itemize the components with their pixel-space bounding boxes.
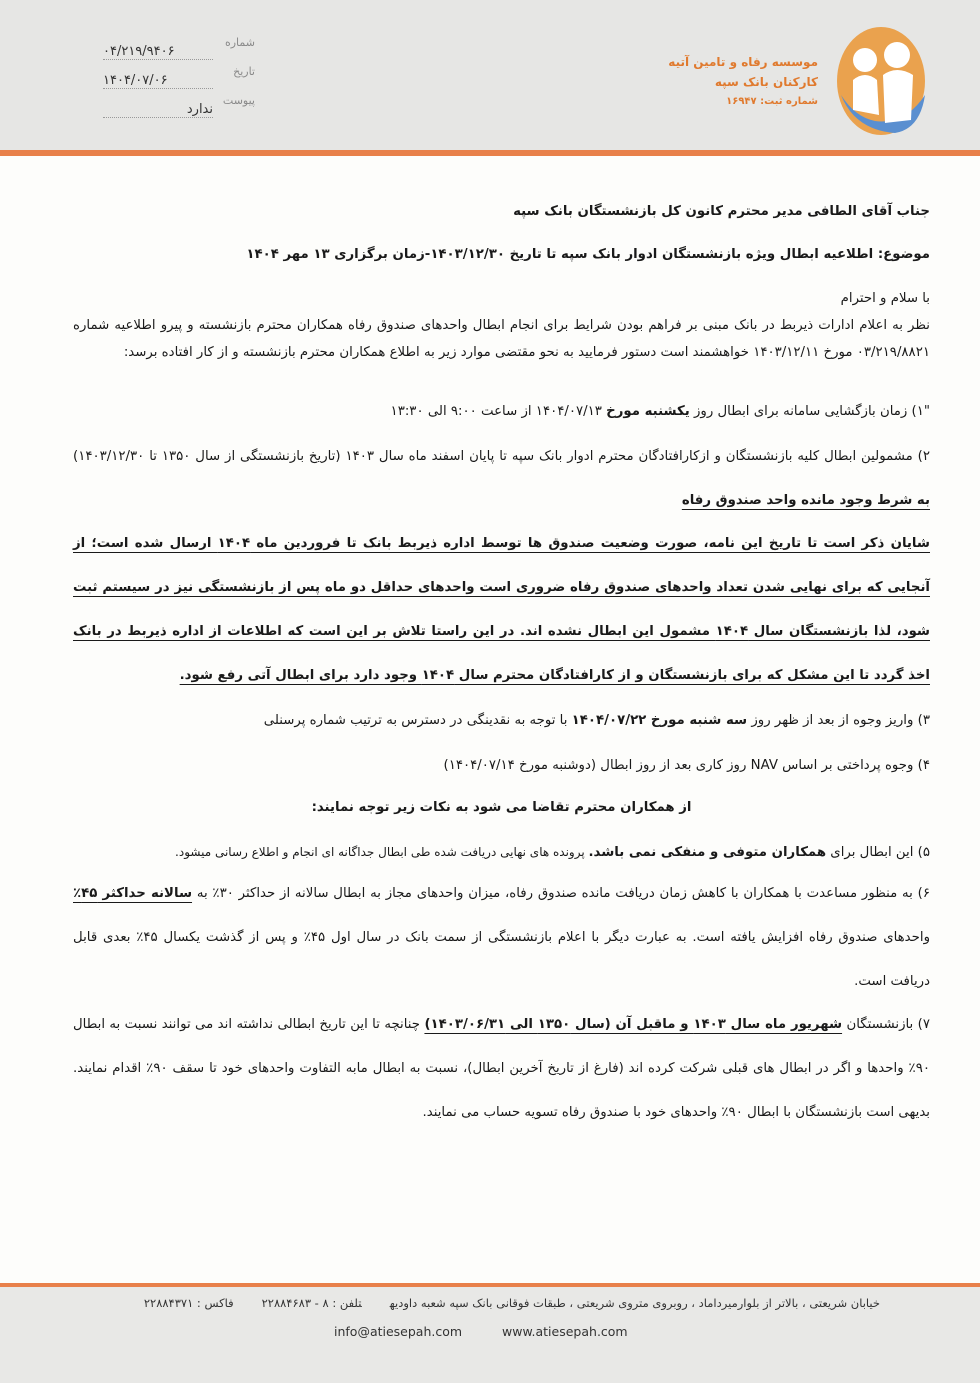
item-emphasis: یکشنبه مورخ bbox=[606, 404, 690, 419]
notice-heading: از همکاران محترم تقاضا می شود به نکات زیر توجه نمایند: bbox=[311, 800, 692, 815]
item-6 bbox=[73, 872, 930, 1004]
item-text: ۶) به منظور مساعدت با همکاران با کاهش زمان دریافت مانده صندوق رفاه، میزان واحدهای مجاز به ابطال سالانه از حداکثر ۳۰٪ به bbox=[192, 886, 930, 901]
note-paragraph: شایان ذکر است تا تاریخ این نامه، صورت وضعیت صندوق ها توسط اداره ذیربط بانک تا فروردین ماه ۱۴۰۴ ارسال شده است؛ از آنجایی که برای نهایی شدن تعداد واحدهای صندوق رفاه ضروری است واحدهای حداقل دو ماه پس از بازنشستگی نیز در سیستم ثبت شود، لذا بازنشستگان سال ۱۴۰۴ مشمول این ابطال نشده اند. در این راستا تلاش بر این است که اطلاعات از اداره ذیربط در بانک اخذ گردد تا این مشکل که برای بازنشستگان و از کارافتادگان محترم سال ۱۴۰۴ وجود دارد برای ابطال آتی رفع شود. bbox=[73, 536, 930, 683]
item-emphasis: سه شنبه مورخ ۱۴۰۴/۰۷/۲۲ bbox=[571, 713, 748, 728]
footer-email[interactable]: info@atiesepah.com bbox=[334, 1324, 463, 1339]
organization-name bbox=[668, 52, 818, 112]
date-label: تاریخ bbox=[233, 65, 255, 78]
number-label: شماره bbox=[224, 36, 255, 49]
greeting: با سلام و احترام bbox=[840, 291, 930, 306]
item-emphasis: به شرط وجود مانده واحد صندوق رفاه bbox=[681, 493, 930, 508]
item-3 bbox=[73, 707, 930, 734]
item-text: واحدهای صندوق رفاه افزایش یافته است. به عبارت دیگر با اعلام بازنشستگی از سمت بانک در سال اول ۴۵٪ و پس از گذشت یکسال ۴۵٪ بعدی قابل دریافت است. bbox=[73, 930, 930, 989]
item-emphasis: شهریور ماه سال ۱۴۰۳ و ماقبل آن (سال ۱۳۵۰ الی ۱۴۰۳/۰۶/۳۱) bbox=[424, 1017, 843, 1032]
intro-paragraph: نظر به اعلام ادارات ذیربط در بانک مبنی بر فراهم بودن شرایط برای انجام ابطال واحدهای صندوق رفاه همکاران محترم بازنشسته و پیرو اطلاعیه شماره ۰۳/۲۱۹/۸۸۲۱ مورخ ۱۴۰۳/۱۲/۱۱ خواهشمند است دستور فرمایید به نحو مقتضی موارد زیر به اطلاع همکاران محترم بازنشسته و از کار افتاده برسد: bbox=[73, 318, 930, 360]
item-text: ۵) این ابطال برای bbox=[826, 845, 930, 860]
addressee: جناب آقای الطافی مدیر محترم کانون کل بازنشستگان بانک سپه bbox=[513, 204, 930, 219]
header-divider bbox=[0, 150, 980, 156]
letter-number: ۰۴/۲۱۹/۹۴۰۶ bbox=[103, 44, 213, 60]
subject: موضوع: اطلاعیه ابطال ویژه بازنشستگان ادوار بانک سپه تا تاریخ ۱۴۰۳/۱۲/۳۰-زمان برگزاری ۱۳ مهر ۱۴۰۴ bbox=[246, 247, 930, 262]
org-registration: شماره ثبت: ۱۶۹۴۷ bbox=[726, 96, 818, 107]
item-text: ۷) بازنشستگان bbox=[842, 1017, 930, 1032]
organization-logo-icon bbox=[835, 25, 927, 137]
item-text: ۳) واریز وجوه از بعد از ظهر روز bbox=[747, 713, 930, 728]
attachment-value: ندارد bbox=[103, 102, 213, 118]
item-text: با توجه به نقدینگی در دسترس به ترتیب شماره پرسنلی bbox=[263, 713, 572, 728]
letter-meta bbox=[95, 36, 255, 123]
letter-date: ۱۴۰۴/۰۷/۰۶ bbox=[103, 73, 213, 89]
item-emphasis: همکاران متوفی و منفکی نمی باشد. bbox=[588, 845, 827, 860]
org-name-line2: کارکنان بانک سپه bbox=[714, 75, 818, 89]
item-1 bbox=[73, 398, 930, 425]
item-emphasis: سالانه حداکثر ۴۵٪ bbox=[73, 886, 193, 901]
item-text: چنانچه تا این تاریخ ابطالی نداشته اند می توانند نسبت به ابطال ۹۰٪ واحدها و اگر در ابطال های قبلی شرکت کرده اند (فارغ از تاریخ آخرین ابطال)، نسبت به ابطال مابه التفاوت واحدهای خود تا سقف ۹۰٪ اقدام نمایند. بدیهی است بازنشستگان با ابطال ۹۰٪ واحدهای خود با صندوق رفاه تسویه حساب می نمایند. bbox=[73, 1017, 930, 1120]
footer-website[interactable]: www.atiesepah.com bbox=[502, 1324, 628, 1339]
item-2 bbox=[73, 435, 930, 523]
item-4: ۴) وجوه پرداختی بر اساس NAV روز کاری بعد از روز ابطال (دوشنبه مورخ ۱۴۰۴/۰۷/۱۴) bbox=[443, 758, 930, 773]
item-text: ۱۴۰۴/۰۷/۱۳ از ساعت ۹:۰۰ الی ۱۳:۳۰ bbox=[390, 404, 607, 419]
item-text: پرونده های نهایی دریافت شده طی ابطال جداگانه ای انجام و اطلاع رسانی میشود. bbox=[175, 845, 589, 859]
item-text: "۱) زمان بازگشایی سامانه برای ابطال روز bbox=[689, 404, 930, 419]
footer-phone: تلفن : ۸ - ۲۲۸۸۴۶۸۳ bbox=[261, 1296, 362, 1310]
item-5 bbox=[73, 839, 930, 866]
attachment-label: پیوست bbox=[222, 94, 255, 107]
org-name-line1: موسسه رفاه و تامین آتیه bbox=[668, 55, 818, 69]
item-7 bbox=[73, 1003, 930, 1135]
footer-contact bbox=[116, 1296, 880, 1310]
item-text: ۲) مشمولین ابطال کلیه بازنشستگان و ازکارافتادگان محترم ادوار بانک سپه تا پایان اسفند ماه سال ۱۴۰۳ (تاریخ بازنشستگی از سال ۱۳۵۰ تا ۱۴۰۳/۱۲/۳۰) bbox=[73, 449, 930, 464]
footer-address: خیابان شریعتی ، بالاتر از بلوارمیرداماد ، روبروی متروی شریعتی ، طبقات فوقانی بانک سپه شعبه داودیه bbox=[389, 1296, 880, 1310]
footer-fax: فاکس : ۲۲۸۸۴۳۷۱ bbox=[143, 1296, 234, 1310]
